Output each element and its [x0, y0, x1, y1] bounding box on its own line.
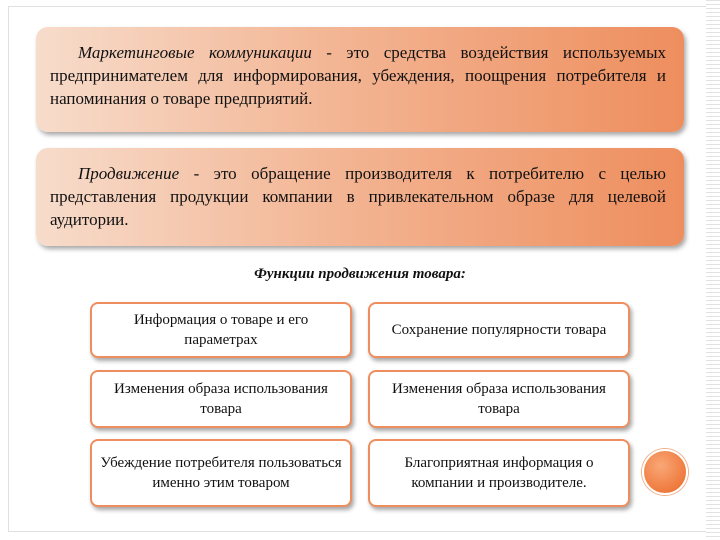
function-item	[368, 370, 630, 428]
term-marketing-communications: Маркетинговые коммуникации	[78, 43, 312, 62]
function-item-label: Благоприятная информация о компании и производителе.	[404, 455, 594, 491]
function-item-label: Изменения образа использования товара	[392, 381, 606, 417]
definition-promotion-text: - это обращение производителя к потребителю с целью представления продукции компании в привлекательном образе для целевой аудитории.	[50, 164, 666, 229]
definition-promotion	[36, 148, 684, 246]
function-item	[90, 302, 352, 358]
function-item	[90, 439, 352, 507]
function-item-label: Изменения образа использования товара	[114, 381, 328, 417]
definition-marketing-communications	[36, 27, 684, 132]
functions-title: Функции продвижения товара:	[254, 266, 466, 282]
function-item	[90, 370, 352, 428]
definition-marketing-text: - это средства воздействия используемых предпринимателем для информирования, убеждения, поощрения потребителя и напоминания о товаре предприятий.	[50, 43, 666, 108]
function-item-label: Убеждение потребителя пользоваться именно этим товаром	[100, 455, 342, 491]
decorative-circle	[642, 449, 688, 495]
function-item	[368, 302, 630, 358]
function-item-label: Информация о товаре и его параметрах	[133, 312, 309, 348]
function-item-label: Сохранение популярности товара	[391, 322, 607, 338]
function-item	[368, 439, 630, 507]
term-promotion: Продвижение	[78, 164, 180, 183]
